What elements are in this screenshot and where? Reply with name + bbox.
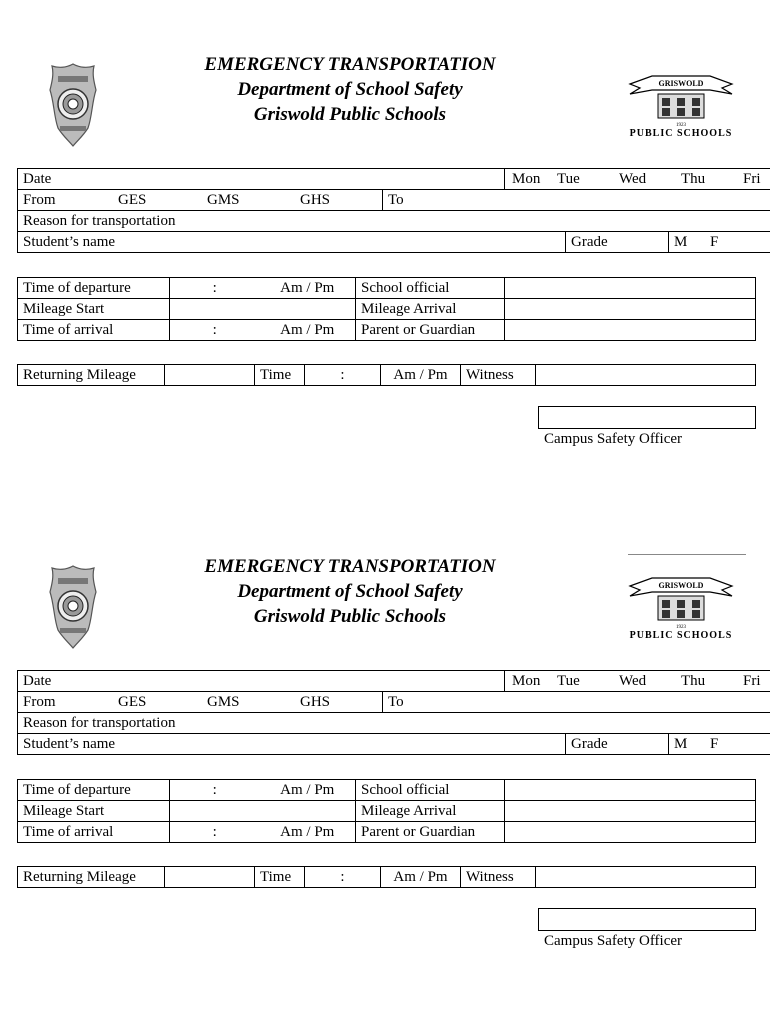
witness-field[interactable] xyxy=(536,867,756,888)
return-ampm[interactable] xyxy=(381,867,461,888)
form-text: Fri xyxy=(743,673,761,689)
form-text: : xyxy=(212,782,217,798)
return-time-field[interactable] xyxy=(305,867,381,888)
reason-field[interactable] xyxy=(18,713,770,734)
form-text: Am / Pm xyxy=(280,782,335,798)
form-text: Returning Mileage xyxy=(23,367,136,383)
officer-label xyxy=(544,431,682,448)
departure-label xyxy=(18,278,170,299)
form-text: Am / Pm xyxy=(280,824,335,840)
form-text: Campus Safety Officer xyxy=(544,431,683,447)
arrival-time-field[interactable] xyxy=(170,320,260,341)
parent-guardian-field[interactable] xyxy=(505,822,756,843)
form-text: M xyxy=(674,736,688,752)
form-text: GMS xyxy=(207,694,240,710)
police-badge-icon xyxy=(48,564,98,650)
griswold-schools-logo xyxy=(622,66,740,144)
return-time-field[interactable] xyxy=(305,365,381,386)
form-text: Parent or Guardian xyxy=(361,322,476,338)
school-official-label xyxy=(356,278,505,299)
form-text: GMS xyxy=(207,192,240,208)
arrival-label xyxy=(18,822,170,843)
departure-label xyxy=(18,780,170,801)
transport-form xyxy=(0,502,770,972)
form-text: PUBLIC SCHOOLS xyxy=(629,128,733,139)
form-text: To xyxy=(388,694,404,710)
departure-time-field[interactable] xyxy=(170,780,260,801)
arrival-label xyxy=(18,320,170,341)
arrival-ampm[interactable] xyxy=(260,320,356,341)
witness-label xyxy=(461,365,536,386)
form-title: EMERGENCY TRANSPORTATION xyxy=(204,556,496,577)
return-time-label xyxy=(255,365,305,386)
from-school-selector[interactable] xyxy=(18,692,383,713)
form-text: Fri xyxy=(743,171,761,187)
transport-form xyxy=(0,0,770,470)
form-text: Witness xyxy=(466,367,514,383)
form-text: M xyxy=(674,234,688,250)
form-text: GES xyxy=(118,192,147,208)
form-text: Reason for transportation xyxy=(23,715,176,731)
form-text: Reason for transportation xyxy=(23,213,176,229)
mileage-start-label xyxy=(18,801,170,822)
form-text: Thu xyxy=(681,171,706,187)
parent-guardian-field[interactable] xyxy=(505,320,756,341)
mileage-start-label xyxy=(18,299,170,320)
form-text: : xyxy=(212,280,217,296)
form-text: Witness xyxy=(466,869,514,885)
officer-signature-field[interactable] xyxy=(538,406,756,429)
form-subtitle-department: Department of School Safety xyxy=(237,581,463,602)
parent-guardian-label xyxy=(356,320,505,341)
form-text: Returning Mileage xyxy=(23,869,136,885)
mileage-arrival-label xyxy=(356,299,505,320)
form-text: School official xyxy=(361,782,450,798)
form-text: : xyxy=(340,367,345,383)
form-text: Wed xyxy=(619,673,647,689)
return-time-label xyxy=(255,867,305,888)
form-text: From xyxy=(23,192,56,208)
officer-signature-field[interactable] xyxy=(538,908,756,931)
form-text: GHS xyxy=(300,694,331,710)
form-text: Time of arrival xyxy=(23,824,114,840)
form-text: 1923 xyxy=(676,625,686,630)
parent-guardian-label xyxy=(356,822,505,843)
date-field[interactable] xyxy=(18,671,505,692)
form-text: GHS xyxy=(300,192,331,208)
form-text: Student’s name xyxy=(23,234,116,250)
form-subtitle-school: Griswold Public Schools xyxy=(253,606,447,627)
witness-label xyxy=(461,867,536,888)
arrival-time-field[interactable] xyxy=(170,822,260,843)
form-subtitle-department: Department of School Safety xyxy=(237,79,463,100)
griswold-schools-logo xyxy=(622,568,740,646)
departure-time-field[interactable] xyxy=(170,278,260,299)
form-text: Mon xyxy=(512,171,541,187)
divider xyxy=(628,554,746,555)
form-text: Time of departure xyxy=(23,280,131,296)
form-text: Student’s name xyxy=(23,736,116,752)
form-text: Campus Safety Officer xyxy=(544,933,683,949)
to-destination-field[interactable] xyxy=(383,190,770,211)
form-text: : xyxy=(212,322,217,338)
mileage-start-field[interactable] xyxy=(170,801,356,822)
form-text: From xyxy=(23,694,56,710)
mileage-arrival-label xyxy=(356,801,505,822)
form-text: To xyxy=(388,192,404,208)
form-text: GES xyxy=(118,694,147,710)
form-text: Mileage Start xyxy=(23,301,105,317)
form-title: EMERGENCY TRANSPORTATION xyxy=(204,54,496,75)
form-text: Tue xyxy=(557,673,580,689)
school-official-label xyxy=(356,780,505,801)
form-text: Time of arrival xyxy=(23,322,114,338)
returning-mileage-label xyxy=(18,365,165,386)
to-destination-field[interactable] xyxy=(383,692,770,713)
reason-field[interactable] xyxy=(18,211,770,232)
form-text: F xyxy=(710,234,719,250)
mileage-arrival-field[interactable] xyxy=(505,299,756,320)
student-name-field[interactable] xyxy=(18,232,566,253)
school-official-field[interactable] xyxy=(505,278,756,299)
grade-field[interactable] xyxy=(566,734,669,755)
arrival-ampm[interactable] xyxy=(260,822,356,843)
from-school-selector[interactable] xyxy=(18,190,383,211)
form-subtitle-school: Griswold Public Schools xyxy=(253,104,447,125)
form-text: School official xyxy=(361,280,450,296)
form-text: Time xyxy=(260,367,292,383)
form-text: : xyxy=(340,869,345,885)
departure-ampm[interactable] xyxy=(260,278,356,299)
form-text: Time of departure xyxy=(23,782,131,798)
returning-mileage-field[interactable] xyxy=(165,867,255,888)
gender-selector[interactable] xyxy=(669,232,770,253)
returning-mileage-label xyxy=(18,867,165,888)
form-text: Parent or Guardian xyxy=(361,824,476,840)
mileage-start-field[interactable] xyxy=(170,299,356,320)
gender-selector[interactable] xyxy=(669,734,770,755)
departure-ampm[interactable] xyxy=(260,780,356,801)
form-text: GRISWOLD xyxy=(658,581,704,590)
officer-label xyxy=(544,933,682,950)
form-text: Grade xyxy=(571,736,608,752)
weekday-selector[interactable] xyxy=(505,169,770,190)
witness-field[interactable] xyxy=(536,365,756,386)
form-text: Wed xyxy=(619,171,647,187)
school-official-field[interactable] xyxy=(505,780,756,801)
form-text: Grade xyxy=(571,234,608,250)
form-text: Time xyxy=(260,869,292,885)
form-text: Mileage Arrival xyxy=(361,803,457,819)
form-text: Mileage Start xyxy=(23,803,105,819)
form-text: 1923 xyxy=(676,123,686,128)
mileage-arrival-field[interactable] xyxy=(505,801,756,822)
police-badge-icon xyxy=(48,62,98,148)
form-text: Am / Pm xyxy=(280,280,335,296)
form-text: Mileage Arrival xyxy=(361,301,457,317)
form-text: Date xyxy=(23,673,52,689)
form-text: PUBLIC SCHOOLS xyxy=(629,630,733,641)
form-text: Mon xyxy=(512,673,541,689)
form-text: Thu xyxy=(681,673,706,689)
form-text: Am / Pm xyxy=(393,869,448,885)
form-text: Am / Pm xyxy=(280,322,335,338)
form-text: Tue xyxy=(557,171,580,187)
form-text: GRISWOLD xyxy=(658,79,704,88)
grade-field[interactable] xyxy=(566,232,669,253)
form-text: : xyxy=(212,824,217,840)
return-ampm[interactable] xyxy=(381,365,461,386)
form-text: F xyxy=(710,736,719,752)
returning-mileage-field[interactable] xyxy=(165,365,255,386)
weekday-selector[interactable] xyxy=(505,671,770,692)
date-field[interactable] xyxy=(18,169,505,190)
form-text: Am / Pm xyxy=(393,367,448,383)
student-name-field[interactable] xyxy=(18,734,566,755)
form-text: Date xyxy=(23,171,52,187)
